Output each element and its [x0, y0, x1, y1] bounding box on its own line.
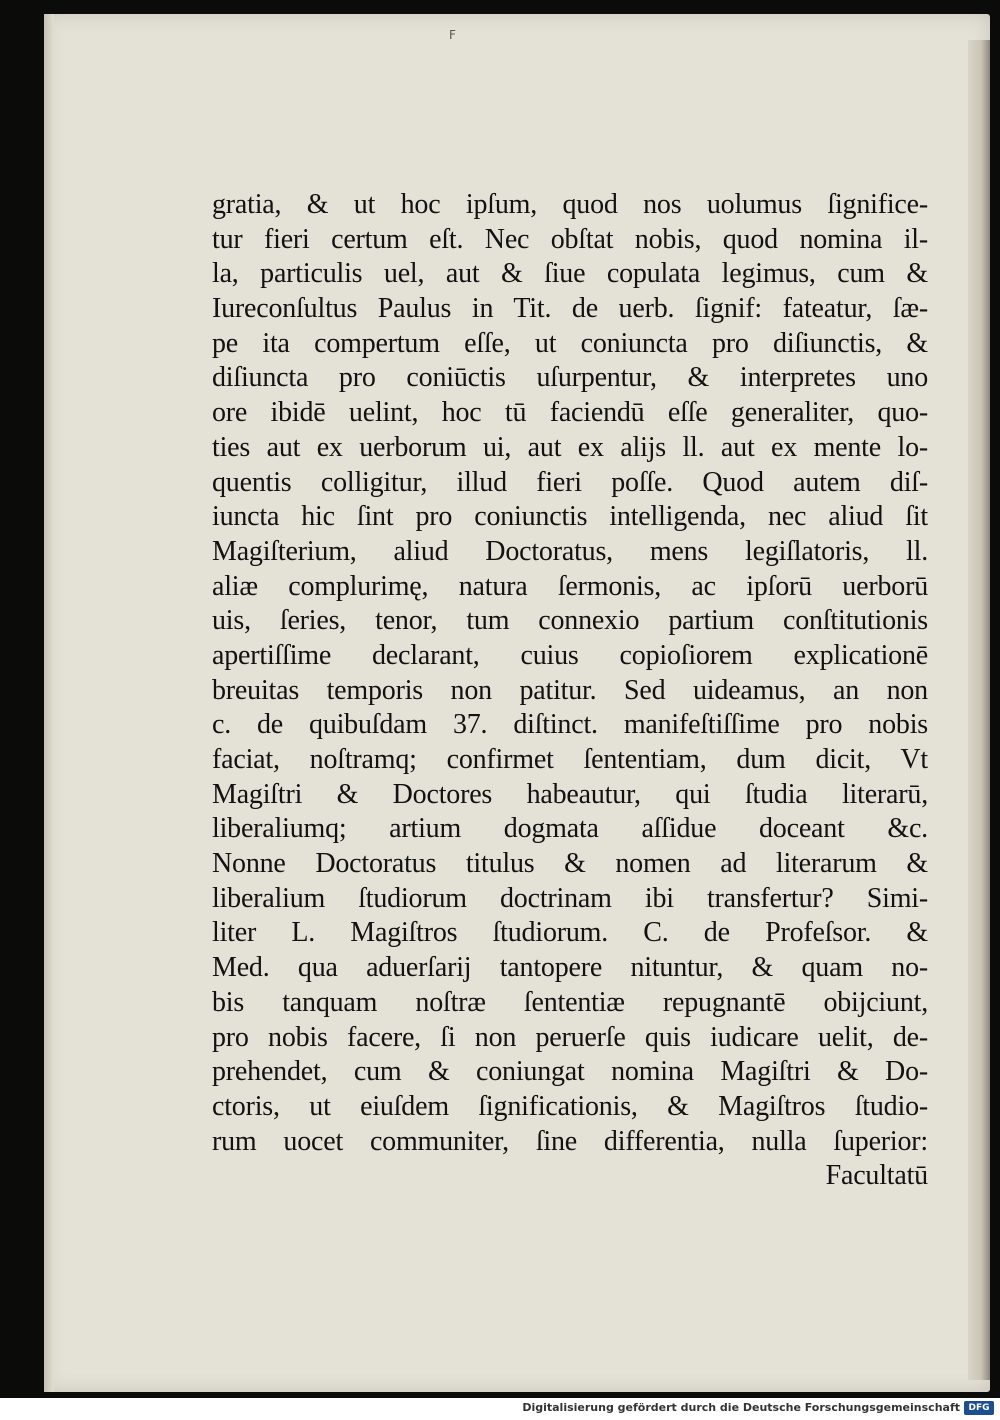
page-text-block: [212, 188, 928, 1194]
text-line: bis tanquam noſtræ ſententiæ repugnantē obijciunt,: [212, 986, 928, 1018]
text-line: liter L. Magiſtros ſtudiorum. C. de Profeſsor. &: [212, 917, 928, 949]
text-line: Magiſterium, aliud Doctoratus, mens legiſlatoris, ll.: [212, 535, 928, 567]
text-line: apertiſſime declarant, cuius copioſiorem explicationē: [212, 639, 928, 671]
text-line: gratia, & ut hoc ipſum, quod nos uolumus ſignifice-: [212, 189, 928, 220]
text-line: liberaliumq; artium dogmata aſſidue doceant &c.: [212, 813, 928, 845]
text-line: c. de quibuſdam 37. diſtinct. manifeſtiſſime pro nobis: [212, 709, 928, 741]
text-line: pe ita compertum eſſe, ut coniuncta pro diſiunctis, &: [212, 327, 928, 359]
text-line: tur fieri certum eſt. Nec obſtat nobis, quod nomina il-: [212, 223, 928, 255]
footer-bar: [0, 1398, 1000, 1420]
text-line: prehendet, cum & coniungat nomina Magiſtri & Do-: [212, 1056, 928, 1088]
footer-credit: Digitalisierung gefördert durch die Deutsche Forschungsgemeinschaft: [522, 1401, 960, 1414]
text-line: la, particulis uel, aut & ſiue copulata legimus, cum &: [212, 258, 928, 290]
text-line: iuncta hic ſint pro coniunctis intelligenda, nec aliud ſit: [212, 501, 928, 533]
text-line: Facultatū: [825, 1160, 928, 1192]
text-line: Med. qua aduerſarij tantopere nituntur, & quam no-: [212, 952, 928, 984]
text-line: pro nobis facere, ſi non peruerſe quis iudicare uelit, de-: [212, 1021, 928, 1053]
page-gutter-shadow: [44, 14, 54, 1392]
text-line: diſiuncta pro coniūctis uſurpentur, & interpretes uno: [212, 362, 928, 394]
text-line: breuitas temporis non patitur. Sed uideamus, an non: [212, 674, 928, 706]
text-line: rum uocet communiter, ſine differentia, nulla ſuperior:: [212, 1125, 928, 1157]
text-line: aliæ complurimę, natura ſermonis, ac ipſorū uerborū: [212, 570, 928, 602]
text-line: quentis colligitur, illud fieri poſſe. Quod autem diſ-: [212, 466, 928, 498]
dfg-logo: DFG: [964, 1401, 994, 1415]
text-line: faciat, noſtramq; confirmet ſententiam, dum dicit, Vt: [212, 744, 928, 775]
text-line: Magiſtri & Doctores habeautur, qui ſtudia literarū,: [212, 778, 928, 810]
text-line: ore ibidē uelint, hoc tū faciendū eſſe generaliter, quo-: [212, 397, 928, 429]
text-line: liberalium ſtudiorum doctrinam ibi transfertur? Simi-: [212, 882, 928, 914]
text-line: ties aut ex uerborum ui, aut ex alijs ll. aut ex mente lo-: [212, 431, 928, 463]
text-line: Nonne Doctoratus titulus & nomen ad literarum &: [212, 848, 928, 880]
text-line: ctoris, ut eiuſdem ſignificationis, & Magiſtros ſtudio-: [212, 1090, 928, 1122]
text-line: uis, ſeries, tenor, tum connexio partium conſtitutionis: [212, 605, 928, 637]
page-fore-edge: [968, 40, 990, 1380]
text-line: Iureconſultus Paulus in Tit. de uerb. ſignif: fateatur, ſæ-: [212, 293, 928, 325]
page-top-mark: F: [449, 28, 456, 42]
